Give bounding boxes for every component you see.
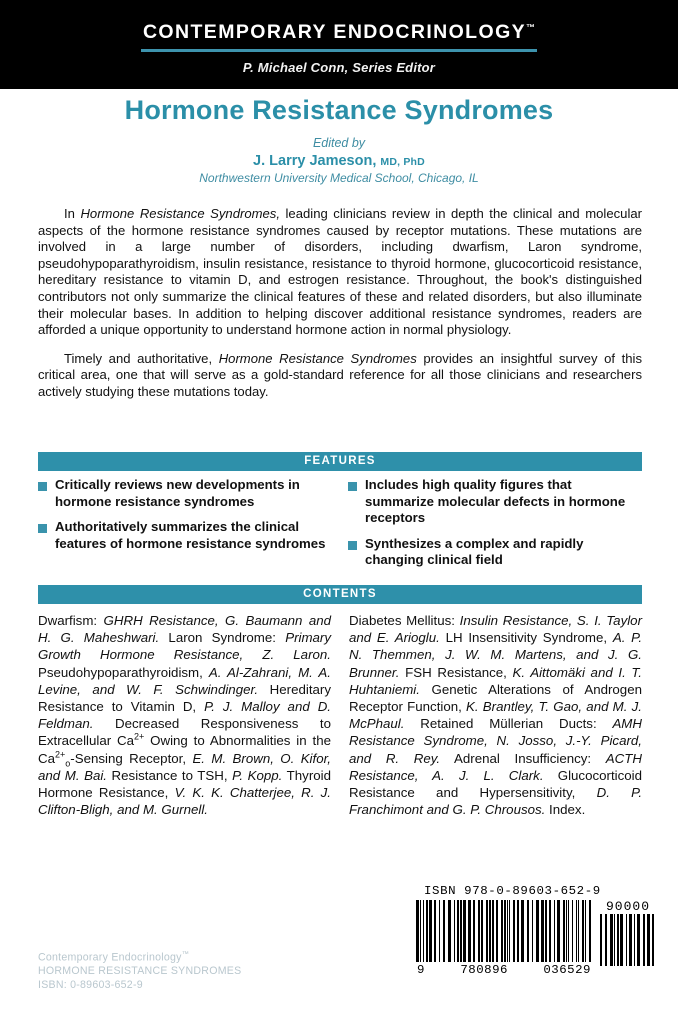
editor-name bbox=[0, 153, 678, 169]
feature-text: Synthesizes a complex and rapidly changing clinical field bbox=[365, 535, 584, 568]
editor-affiliation: Northwestern University Medical School, Chicago, IL bbox=[199, 171, 479, 186]
ean13-barcode bbox=[416, 900, 592, 977]
contents-column-right: Diabetes Mellitus: Insulin Resistance, S. I. Taylor and E. Arioglu. LH Insensitivity Syndrome, A. P. N. Themmen, J. W. M. Martens, and J. G. Brunner. FSH Resistance, K. Aittomäki and I. T. Huhtaniemi. Genetic Alterations of Androgen Receptor Function, K. Brantley, T. Gao, and M. J. McPhaul. Retained Müllerian Ducts: AMH Resistance Syndrome, N. Josso, J.-Y. Picard, and R. Rey. Adrenal Insufficiency: ACTH Resistance, A. J. L. Clark. Glucocorticoid Resistance and Hypersensitivity, D. P. Franchimont and G. P. Chrousos. Index. bbox=[349, 613, 643, 818]
trademark-symbol: ™ bbox=[526, 22, 536, 33]
feature-item bbox=[348, 536, 642, 569]
square-bullet-icon bbox=[348, 541, 357, 550]
colophon-isbn-line: ISBN: 0-89603-652-9 bbox=[38, 978, 143, 991]
barcode-block bbox=[416, 884, 656, 977]
square-bullet-icon bbox=[38, 482, 47, 491]
colophon-title-line: HORMONE RESISTANCE SYNDROMES bbox=[38, 965, 242, 978]
ean5-addon-digits: 90000 bbox=[605, 899, 650, 914]
colophon-series-line bbox=[38, 948, 241, 965]
colophon-trademark: ™ bbox=[181, 951, 189, 958]
blurb-paragraph-2: Timely and authoritative, Hormone Resistance Syndromes provides an insightful survey of this critical area, one that will serve as a gold-standard reference for all those clinicians and researchers actively studying these mutations today. bbox=[38, 350, 642, 399]
ean13-bars bbox=[416, 900, 592, 962]
feature-text: Critically reviews new developments in hormone resistance syndromes bbox=[55, 477, 300, 509]
contents-section-header: CONTENTS bbox=[38, 585, 642, 604]
colophon bbox=[38, 948, 241, 992]
square-bullet-icon bbox=[348, 482, 357, 491]
blurb-paragraph-1: In Hormone Resistance Syndromes, leading clinicians review in depth the clinical and molecular aspects of the hormone resistance syndromes caused by receptor mutations. These mutations are involved in a large number of disorders, including dwarfism, Laron syndrome, pseudohypoparathyroidism, insulin resistance, resistance to thyroid hormone, glucocorticoid resistance, hereditary resistance to vitamin D, and estrogen resistance. Throughout, the book's distinguished contributors not only summarize the clinical features of these and related disorders, but also illuminate their molecular bases. In addition to helping discover additional resistance syndromes, readers are afforded a unique opportunity to understand hormone action in normal physiology. bbox=[38, 206, 642, 338]
edited-by-label: Edited by bbox=[312, 136, 366, 151]
features-column-right bbox=[348, 477, 642, 578]
ean-group-1: 780896 bbox=[460, 963, 508, 977]
editor-name-text: J. Larry Jameson, bbox=[253, 153, 377, 170]
features-list bbox=[38, 477, 642, 578]
title-block bbox=[0, 96, 678, 185]
ean5-addon-barcode bbox=[600, 900, 656, 966]
series-name bbox=[0, 0, 678, 43]
feature-item bbox=[38, 477, 332, 510]
editor-degrees: MD, PhD bbox=[380, 156, 425, 169]
contents-list bbox=[38, 612, 642, 818]
square-bullet-icon bbox=[38, 524, 47, 533]
ean5-addon-bars bbox=[600, 914, 656, 966]
series-divider-rule bbox=[141, 49, 537, 52]
features-section-header: FEATURES bbox=[38, 452, 642, 471]
isbn-label: ISBN 978-0-89603-652-9 bbox=[424, 884, 601, 898]
ean13-digits bbox=[416, 963, 592, 977]
series-editor: P. Michael Conn, Series Editor bbox=[242, 59, 436, 75]
feature-text: Includes high quality figures that summarize molecular defects in hormone receptors bbox=[365, 477, 626, 526]
back-cover-blurb bbox=[38, 206, 642, 413]
feature-item bbox=[38, 519, 332, 552]
ean-group-2: 036529 bbox=[543, 963, 591, 977]
colophon-series-text: Contemporary Endocrinology bbox=[38, 951, 182, 964]
barcode-row bbox=[416, 900, 656, 977]
feature-text: Authoritatively summarizes the clinical features of hormone resistance syndromes bbox=[55, 519, 326, 551]
feature-item bbox=[348, 477, 642, 527]
book-title: Hormone Resistance Syndromes bbox=[124, 95, 554, 125]
series-name-text: CONTEMPORARY ENDOCRINOLOGY bbox=[142, 21, 527, 43]
features-column-left bbox=[38, 477, 332, 578]
contents-column-left: Dwarfism: GHRH Resistance, G. Baumann and H. G. Maheshwari. Laron Syndrome: Primary Growth Hormone Resistance, Z. Laron. Pseudohypoparathyroidism, A. Al-Zahrani, M. A. Levine, and W. F. Schwindinger. Hereditary Resistance to Vitamin D, P. J. Malloy and D. Feldman. Decreased Responsiveness to Extracellular $Ca^{2+}$ Owing to Abnormalities in the $Ca^{2+}_o$-Sensing Receptor, E. M. Brown, O. Kifor, and M. Bai. Resistance to TSH, P. Kopp. Thyroid Hormone Resistance, V. K. K. Chatterjee, R. J. Clifton-Bligh, and M. Gurnell. bbox=[38, 613, 332, 818]
ean-left-digit: 9 bbox=[417, 963, 425, 977]
series-header-band bbox=[0, 0, 678, 89]
